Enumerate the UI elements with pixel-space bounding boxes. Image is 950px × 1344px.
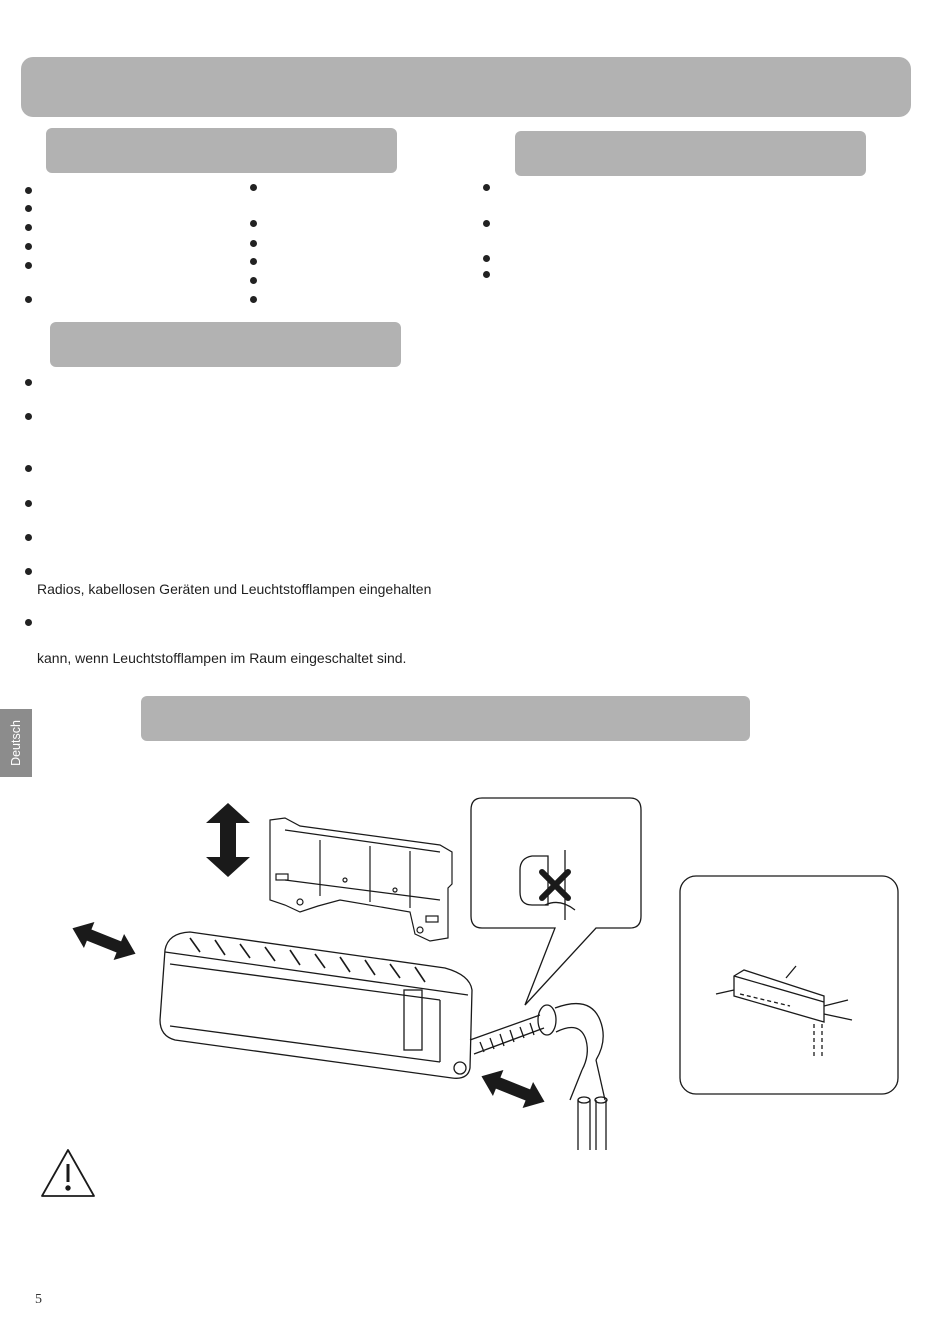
- double-arrow-diagonal-icon: [67, 915, 141, 966]
- indoor-unit: [160, 932, 472, 1078]
- body-text-radios: Radios, kabellosen Geräten und Leuchtstofflampen eingehalten: [37, 581, 432, 597]
- page-number: 5: [35, 1292, 42, 1307]
- mounting-plate: [270, 818, 452, 941]
- double-arrow-diagonal-icon: [476, 1063, 550, 1114]
- language-tab-label: Deutsch: [9, 720, 23, 766]
- detail-callout: [471, 798, 641, 1005]
- double-arrow-vertical-icon: [206, 803, 250, 877]
- body-text-fluorescent: kann, wenn Leuchtstofflampen im Raum eingeschaltet sind.: [37, 650, 407, 666]
- detail-box-right: [680, 876, 898, 1094]
- warning-triangle-icon: [42, 1150, 94, 1196]
